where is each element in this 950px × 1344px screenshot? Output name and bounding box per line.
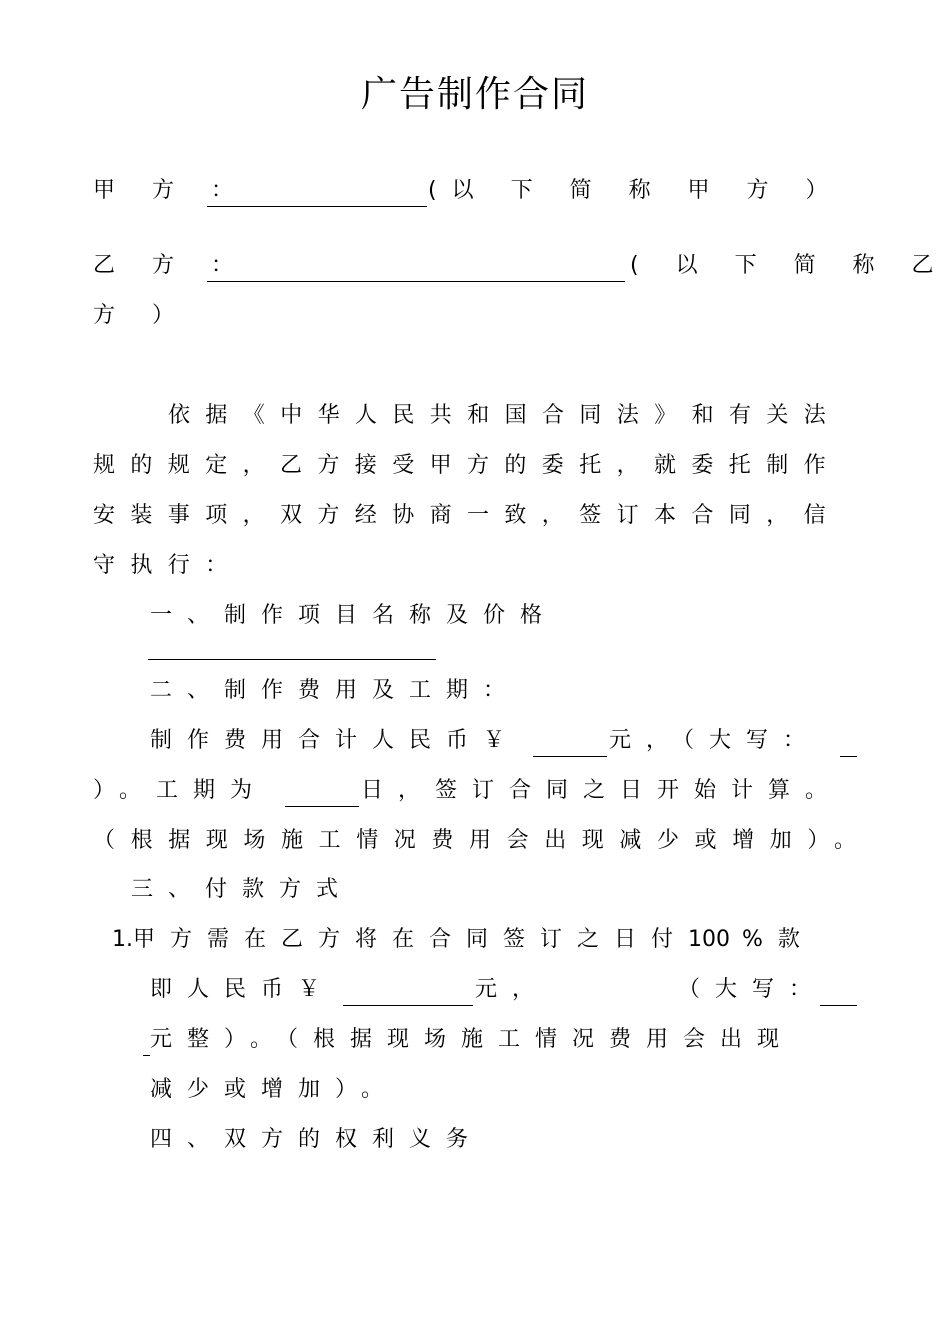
- party-b-suffix: ( 以 下 简 称 乙: [630, 253, 949, 278]
- payment-item-1-cont: 元整）。（根据现场施工情况费用会出现: [150, 1027, 795, 1052]
- payment-item-1-end: 减少或增加）。: [150, 1077, 399, 1102]
- section-2-heading: 二、制作费用及工期：: [150, 678, 521, 703]
- payment-amount-blank[interactable]: [343, 983, 473, 1006]
- period-days-blank[interactable]: [285, 784, 359, 807]
- fee-uppercase-blank[interactable]: [840, 734, 857, 757]
- party-b-suffix-cont: 方 ）: [93, 303, 189, 328]
- payment-item-1-text: 甲方需在乙方将在合同签订之日付: [133, 927, 689, 952]
- payment-amount-prefix: 即人民币￥: [150, 977, 336, 1002]
- fee-prefix: 制作费用合计人民币￥: [150, 728, 521, 753]
- preamble-line-3: 安装事项，双方经协商一致，签订本合同，信: [93, 503, 842, 528]
- fee-amount-blank[interactable]: [533, 734, 607, 757]
- period-suffix: 日，签订合同之日开始计算。: [361, 778, 843, 803]
- payment-uppercase-blank-cont[interactable]: [143, 1033, 150, 1056]
- payment-item-1-line: [112, 925, 815, 955]
- section-4-heading: 四、双方的权利义务: [150, 1127, 484, 1152]
- section-2-note: （根据现场施工情况费用会出现减少或增加）。: [93, 828, 872, 853]
- payment-percent-suffix: %款: [742, 927, 815, 952]
- payment-uppercase-blank[interactable]: [820, 983, 857, 1006]
- party-a-name-blank[interactable]: [207, 184, 427, 207]
- section-3-heading: 三、付款方式: [131, 877, 354, 902]
- preamble-line-2: 规的规定，乙方接受甲方的委托，就委托制作: [93, 453, 842, 478]
- preamble-line-1: 依据《中华人民共和国合同法》和有关法: [168, 403, 842, 428]
- fee-suffix: 元，（大写：: [609, 728, 821, 753]
- payment-uppercase-label: （大写：: [678, 977, 827, 1002]
- fee-line: [150, 726, 520, 756]
- section-1-heading: 一、制作项目名称及价格: [150, 603, 558, 628]
- payment-item-1-number: 1.: [112, 927, 133, 952]
- document-title: 广告制作合同: [360, 74, 589, 115]
- party-b-name-blank[interactable]: [207, 259, 625, 282]
- party-b-label: 乙 方 ：: [93, 253, 248, 278]
- payment-amount-suffix: 元，: [475, 977, 550, 1002]
- period-prefix: ）。工期为: [93, 778, 268, 803]
- preamble-line-4: 守执行：: [93, 553, 243, 578]
- party-a-suffix: (以 下 简 称 甲 方 ）: [428, 178, 843, 203]
- payment-percent-value: 100: [688, 927, 731, 952]
- party-a-label: 甲 方 ：: [93, 178, 248, 203]
- section-1-item-blank[interactable]: [148, 637, 436, 660]
